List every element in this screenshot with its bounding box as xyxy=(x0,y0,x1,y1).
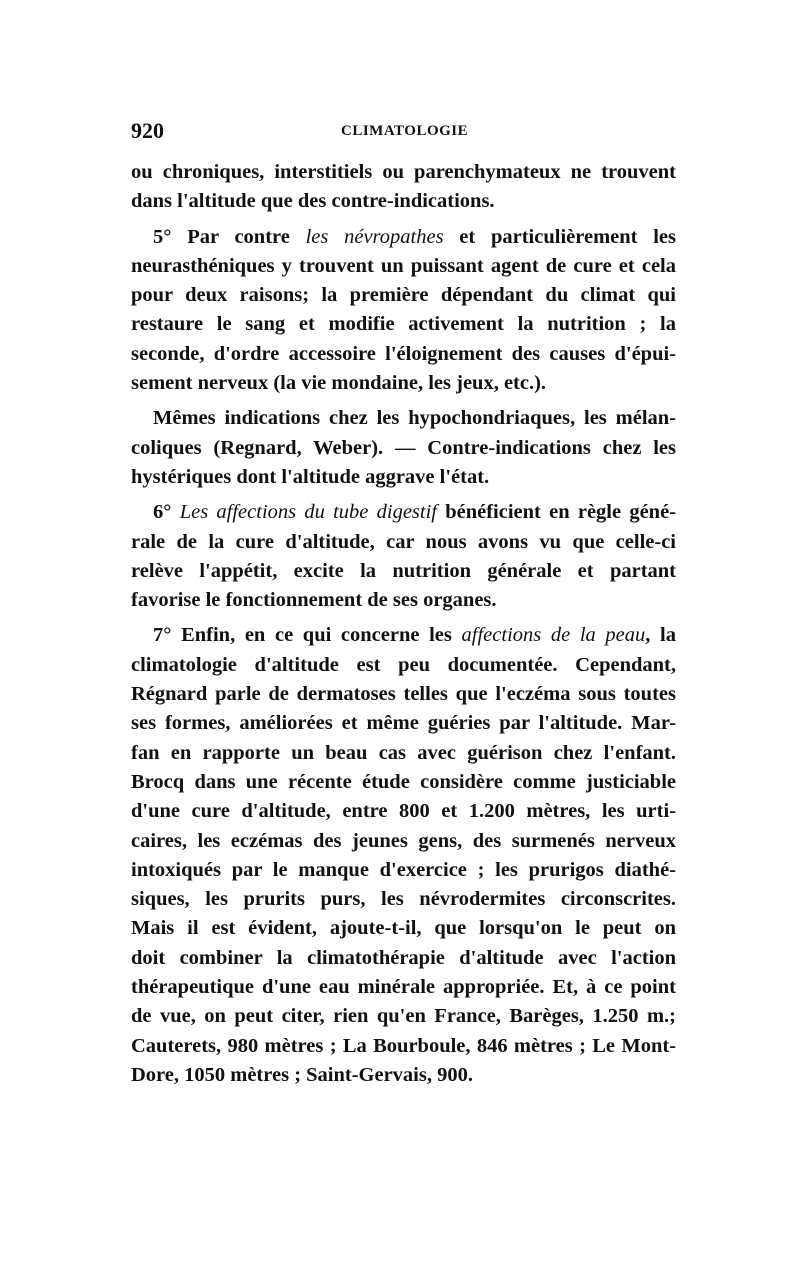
text-line: Mais il est évident, ajoute-t-il, que lorsqu'on le peut on xyxy=(131,917,676,940)
text-line: Régnard parle de dermatoses telles que l'eczéma sous toutes xyxy=(131,683,676,706)
page-header xyxy=(131,118,676,146)
text-line: doit combiner la climatothérapie d'altitude avec l'action xyxy=(131,946,676,969)
text-line: coliques (Regnard, Weber). — Contre-indications chez les xyxy=(131,436,676,459)
text-line: de vue, on peut citer, rien qu'en France, Barèges, 1.250 m.; xyxy=(131,1005,676,1028)
text-line: hystériques dont l'altitude aggrave l'état. xyxy=(131,465,490,488)
text-line: Mêmes indications chez les hypochondriaques, les mélan- xyxy=(153,407,676,430)
text-line: 5° Par contre les névropathes et particulièrement les xyxy=(153,225,676,248)
page-number: 920 xyxy=(131,118,164,143)
text-line: favorise le fonctionnement de ses organes. xyxy=(131,589,497,612)
running-title: CLIMATOLOGIE xyxy=(341,123,469,139)
text-line: climatologie d'altitude est peu documentée. Cependant, xyxy=(131,653,676,676)
text-line: Dore, 1050 mètres ; Saint-Gervais, 900. xyxy=(131,1063,473,1086)
paragraph xyxy=(131,223,676,399)
italic-term: Les affections du tube digestif xyxy=(179,501,437,524)
text-line: d'une cure d'altitude, entre 800 et 1.200 mètres, les urti- xyxy=(131,800,676,823)
italic-term: les névropathes xyxy=(305,225,444,248)
text-line: caires, les eczémas des jeunes gens, des surmenés nerveux xyxy=(131,829,676,852)
text-line: sement nerveux (la vie mondaine, les jeux, etc.). xyxy=(131,372,547,395)
text-line: relève l'appétit, excite la nutrition générale et partant xyxy=(131,559,676,582)
text-line: restaure le sang et modifie activement la nutrition ; la xyxy=(131,313,676,336)
paragraph xyxy=(131,621,676,1090)
text-line: seconde, d'ordre accessoire l'éloignement des causes d'épui- xyxy=(131,342,676,365)
text-line: Cauterets, 980 mètres ; La Bourboule, 846 mètres ; Le Mont- xyxy=(131,1034,676,1057)
text-line: siques, les prurits purs, les névrodermites circonscrites. xyxy=(131,888,676,911)
italic-term: affections de la peau xyxy=(461,624,646,647)
text-line: Brocq dans une récente étude considère comme justiciable xyxy=(131,770,676,793)
text-line: intoxiqués par le manque d'exercice ; les prurigos diathé- xyxy=(131,858,676,881)
text-line: fan en rapporte un beau cas avec guérison chez l'enfant. xyxy=(131,741,676,764)
text-line: 6° Les affections du tube digestif bénéficient en règle géné- xyxy=(153,501,676,524)
paragraph xyxy=(131,158,676,217)
text-line: dans l'altitude que des contre-indications. xyxy=(131,190,495,213)
text-line: thérapeutique d'une eau minérale appropriée. Et, à ce point xyxy=(131,976,676,999)
text-line: ou chroniques, interstitiels ou parenchymateux ne trouvent xyxy=(131,161,676,183)
body-text xyxy=(131,158,676,1090)
text-line: ses formes, améliorées et même guéries par l'altitude. Mar- xyxy=(131,712,676,735)
text-line: pour deux raisons; la première dépendant du climat qui xyxy=(131,284,676,307)
paragraph xyxy=(131,404,676,492)
text-line: 7° Enfin, en ce qui concerne les affections de la peau, la xyxy=(153,624,676,647)
text-line: neurasthéniques y trouvent un puissant agent de cure et cela xyxy=(131,254,676,277)
text-line: rale de la cure d'altitude, car nous avons vu que celle-ci xyxy=(131,530,676,553)
paragraph xyxy=(131,498,676,615)
